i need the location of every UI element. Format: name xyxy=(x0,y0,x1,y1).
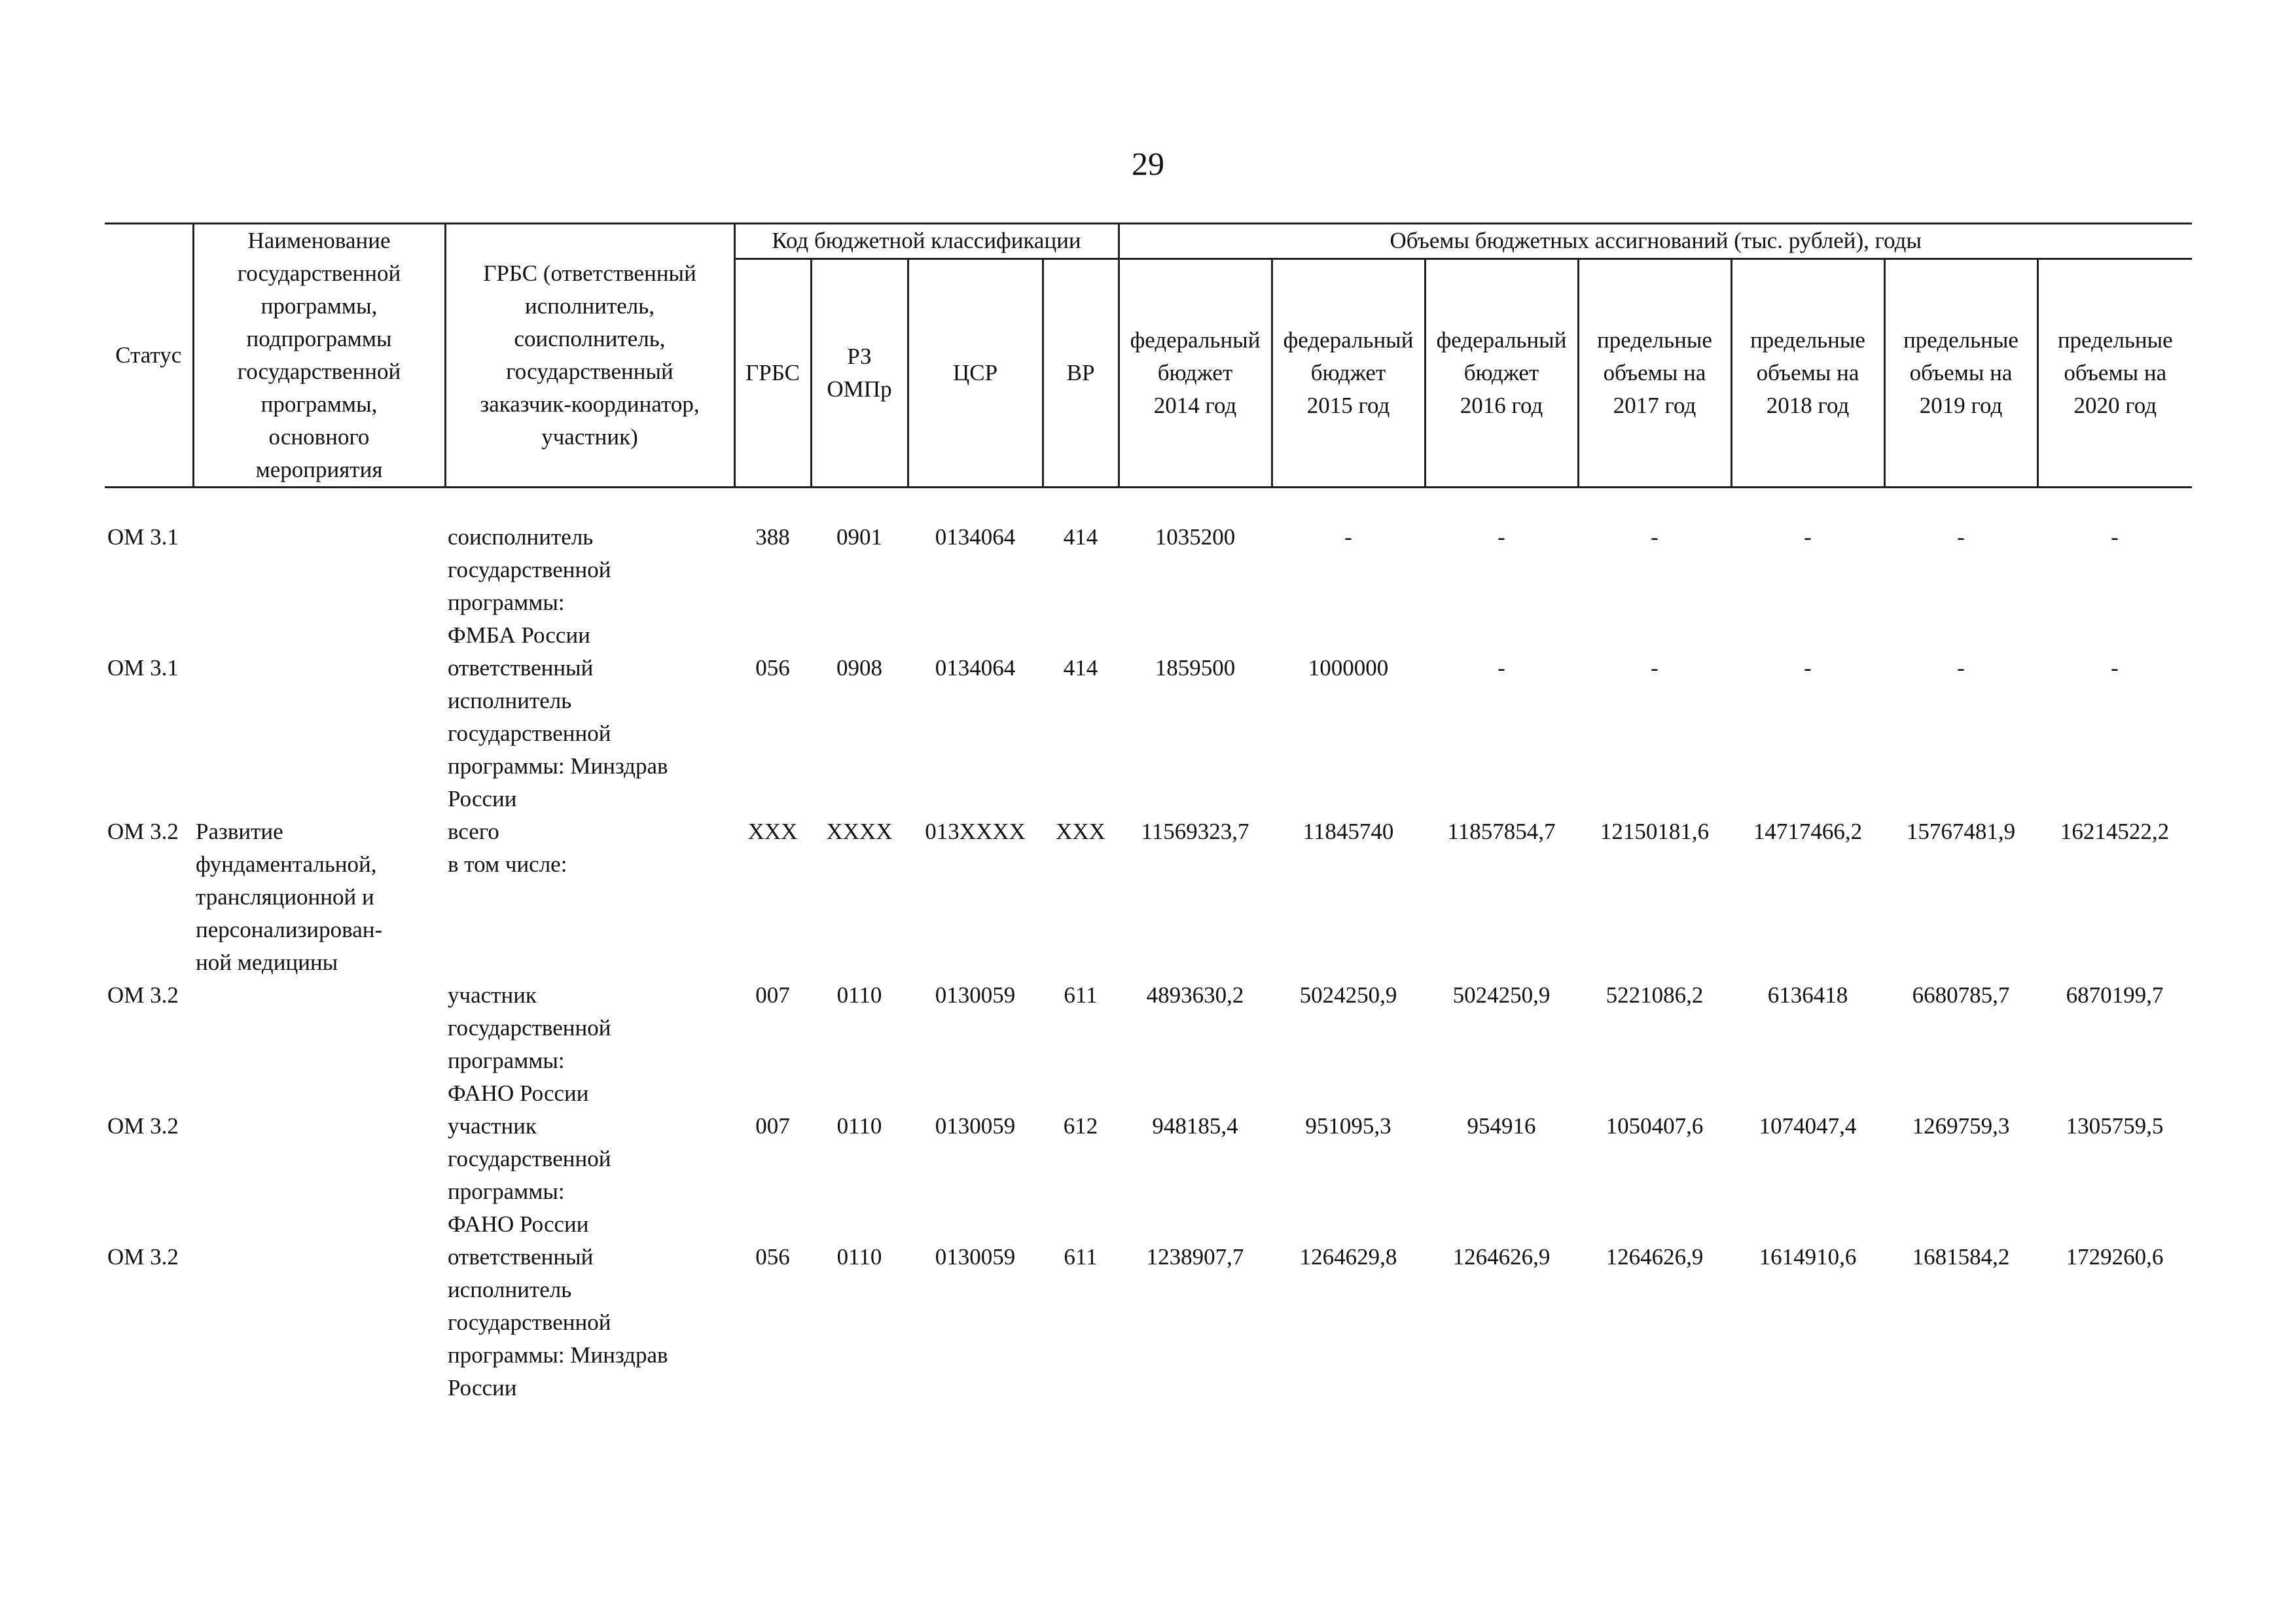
cell-grbs-role: ответственный исполнитель государственной программы: Минздрав России xyxy=(448,1244,668,1400)
cell-2014: 1859500 xyxy=(1155,655,1236,681)
cell-rz-ompr: XXXX xyxy=(826,819,893,844)
cell-program-name xyxy=(193,652,445,815)
cell-grbs-role: соисполнитель государственной программы: ФМБА России xyxy=(448,524,611,648)
cell-2020: - xyxy=(2111,655,2119,681)
cell-vr: 414 xyxy=(1063,524,1098,550)
cell-program-name xyxy=(193,1110,445,1241)
cell-2018: 14717466,2 xyxy=(1753,819,1863,844)
cell-csr: 0130059 xyxy=(935,1244,1016,1270)
cell-2016: 954916 xyxy=(1467,1113,1536,1139)
cell-status: ОМ 3.2 xyxy=(107,819,179,844)
cell-2014: 1035200 xyxy=(1155,524,1236,550)
cell-2016: - xyxy=(1498,655,1505,681)
header-year-2020: предельные объемы на 2020 год xyxy=(2037,259,2192,487)
cell-2020: - xyxy=(2111,524,2119,550)
cell-2017: 5221086,2 xyxy=(1605,982,1704,1008)
cell-grbs-role: участник государственной программы: ФАНО России xyxy=(448,982,611,1106)
cell-2015: 951095,3 xyxy=(1305,1113,1391,1139)
cell-grbs: XXX xyxy=(747,819,798,844)
cell-rz-ompr: 0908 xyxy=(836,655,882,681)
cell-2020: 1305759,5 xyxy=(2066,1113,2164,1139)
cell-csr: 013XXXX xyxy=(925,819,1026,844)
cell-program-name xyxy=(193,521,445,652)
cell-csr: 0134064 xyxy=(935,655,1016,681)
cell-2014: 4893630,2 xyxy=(1146,982,1244,1008)
cell-2017: 1050407,6 xyxy=(1605,1113,1704,1139)
table-header xyxy=(105,224,2192,488)
header-year-2014: федеральный бюджет 2014 год xyxy=(1119,259,1272,487)
cell-2020: 6870199,7 xyxy=(2066,982,2164,1008)
cell-rz-ompr: 0110 xyxy=(836,982,882,1008)
cell-status: ОМ 3.1 xyxy=(107,524,179,550)
cell-2015: 11845740 xyxy=(1302,819,1394,844)
cell-grbs-role: всего в том числе: xyxy=(448,819,567,877)
cell-program-name xyxy=(193,1241,445,1404)
cell-grbs-role: ответственный исполнитель государственной программы: Минздрав России xyxy=(448,655,668,812)
table-row xyxy=(105,652,2192,815)
header-csr: ЦСР xyxy=(908,259,1043,487)
table-row xyxy=(105,521,2192,652)
cell-2017: 12150181,6 xyxy=(1600,819,1710,844)
cell-2017: - xyxy=(1651,655,1659,681)
cell-2014: 948185,4 xyxy=(1152,1113,1238,1139)
header-rz-ompr: РЗ ОМПр xyxy=(811,259,908,487)
cell-status: ОМ 3.2 xyxy=(107,1244,179,1270)
table-body xyxy=(105,488,2192,1405)
cell-grbs: 007 xyxy=(755,1113,790,1139)
budget-allocation-table xyxy=(105,223,2192,1404)
table-spacer xyxy=(105,488,2192,522)
cell-2019: 1681584,2 xyxy=(1912,1244,2010,1270)
cell-status: ОМ 3.1 xyxy=(107,655,179,681)
cell-grbs-role: участник государственной программы: ФАНО России xyxy=(448,1113,611,1237)
header-program-name: Наименование государственной программы, подпрограммы государственной программы, основного мероприятия xyxy=(193,224,445,488)
cell-2020: 1729260,6 xyxy=(2066,1244,2164,1270)
cell-rz-ompr: 0901 xyxy=(836,524,882,550)
cell-vr: 612 xyxy=(1063,1113,1098,1139)
header-status: Статус xyxy=(105,224,193,488)
cell-2015: 5024250,9 xyxy=(1299,982,1397,1008)
cell-vr: 611 xyxy=(1064,982,1098,1008)
cell-2018: 6136418 xyxy=(1767,982,1848,1008)
header-grbs: ГРБС xyxy=(734,259,811,487)
cell-2016: 1264626,9 xyxy=(1452,1244,1551,1270)
cell-rz-ompr: 0110 xyxy=(836,1113,882,1139)
cell-status: ОМ 3.2 xyxy=(107,1113,179,1139)
header-year-2017: предельные объемы на 2017 год xyxy=(1578,259,1731,487)
header-vr: ВР xyxy=(1043,259,1119,487)
cell-csr: 0134064 xyxy=(935,524,1016,550)
cell-2018: 1074047,4 xyxy=(1759,1113,1857,1139)
table-row xyxy=(105,1241,2192,1404)
cell-2014: 1238907,7 xyxy=(1146,1244,1244,1270)
cell-2019: 6680785,7 xyxy=(1912,982,2010,1008)
cell-2016: 5024250,9 xyxy=(1452,982,1551,1008)
cell-2015: - xyxy=(1344,524,1352,550)
cell-vr: 414 xyxy=(1063,655,1098,681)
cell-2018: 1614910,6 xyxy=(1759,1244,1857,1270)
cell-2016: 11857854,7 xyxy=(1447,819,1556,844)
cell-2015: 1000000 xyxy=(1308,655,1389,681)
cell-2018: - xyxy=(1804,524,1812,550)
header-year-2018: предельные объемы на 2018 год xyxy=(1731,259,1884,487)
cell-2017: 1264626,9 xyxy=(1605,1244,1704,1270)
cell-grbs: 007 xyxy=(755,982,790,1008)
cell-grbs: 056 xyxy=(755,1244,790,1270)
cell-program-name xyxy=(193,979,445,1110)
table-row xyxy=(105,815,2192,979)
table-row xyxy=(105,979,2192,1110)
cell-program-name: Развитие фундаментальной, трансляционной и персонализирован- ной медицины xyxy=(196,819,383,975)
header-grbs-role: ГРБС (ответственный исполнитель, соисполнитель, государственный заказчик-координатор, участник) xyxy=(445,224,734,488)
cell-rz-ompr: 0110 xyxy=(836,1244,882,1270)
cell-csr: 0130059 xyxy=(935,1113,1016,1139)
cell-2020: 16214522,2 xyxy=(2060,819,2170,844)
cell-2017: - xyxy=(1651,524,1659,550)
cell-2019: - xyxy=(1957,524,1965,550)
cell-2019: 1269759,3 xyxy=(1912,1113,2010,1139)
cell-2015: 1264629,8 xyxy=(1299,1244,1397,1270)
cell-2016: - xyxy=(1498,524,1505,550)
cell-vr: XXX xyxy=(1056,819,1105,844)
cell-2018: - xyxy=(1804,655,1812,681)
header-year-2015: федеральный бюджет 2015 год xyxy=(1272,259,1425,487)
header-year-2019: предельные объемы на 2019 год xyxy=(1884,259,2037,487)
header-year-2016: федеральный бюджет 2016 год xyxy=(1425,259,1578,487)
cell-grbs: 056 xyxy=(755,655,790,681)
header-budget-code-group: Код бюджетной классификации xyxy=(734,224,1119,259)
page-number: 29 xyxy=(1132,145,1164,182)
cell-2014: 11569323,7 xyxy=(1141,819,1249,844)
header-volumes-group: Объемы бюджетных ассигнований (тыс. рублей), годы xyxy=(1119,224,2192,259)
table-row xyxy=(105,1110,2192,1241)
cell-2019: 15767481,9 xyxy=(1906,819,2016,844)
cell-csr: 0130059 xyxy=(935,982,1016,1008)
cell-2019: - xyxy=(1957,655,1965,681)
cell-grbs: 388 xyxy=(755,524,790,550)
cell-vr: 611 xyxy=(1064,1244,1098,1270)
cell-status: ОМ 3.2 xyxy=(107,982,179,1008)
